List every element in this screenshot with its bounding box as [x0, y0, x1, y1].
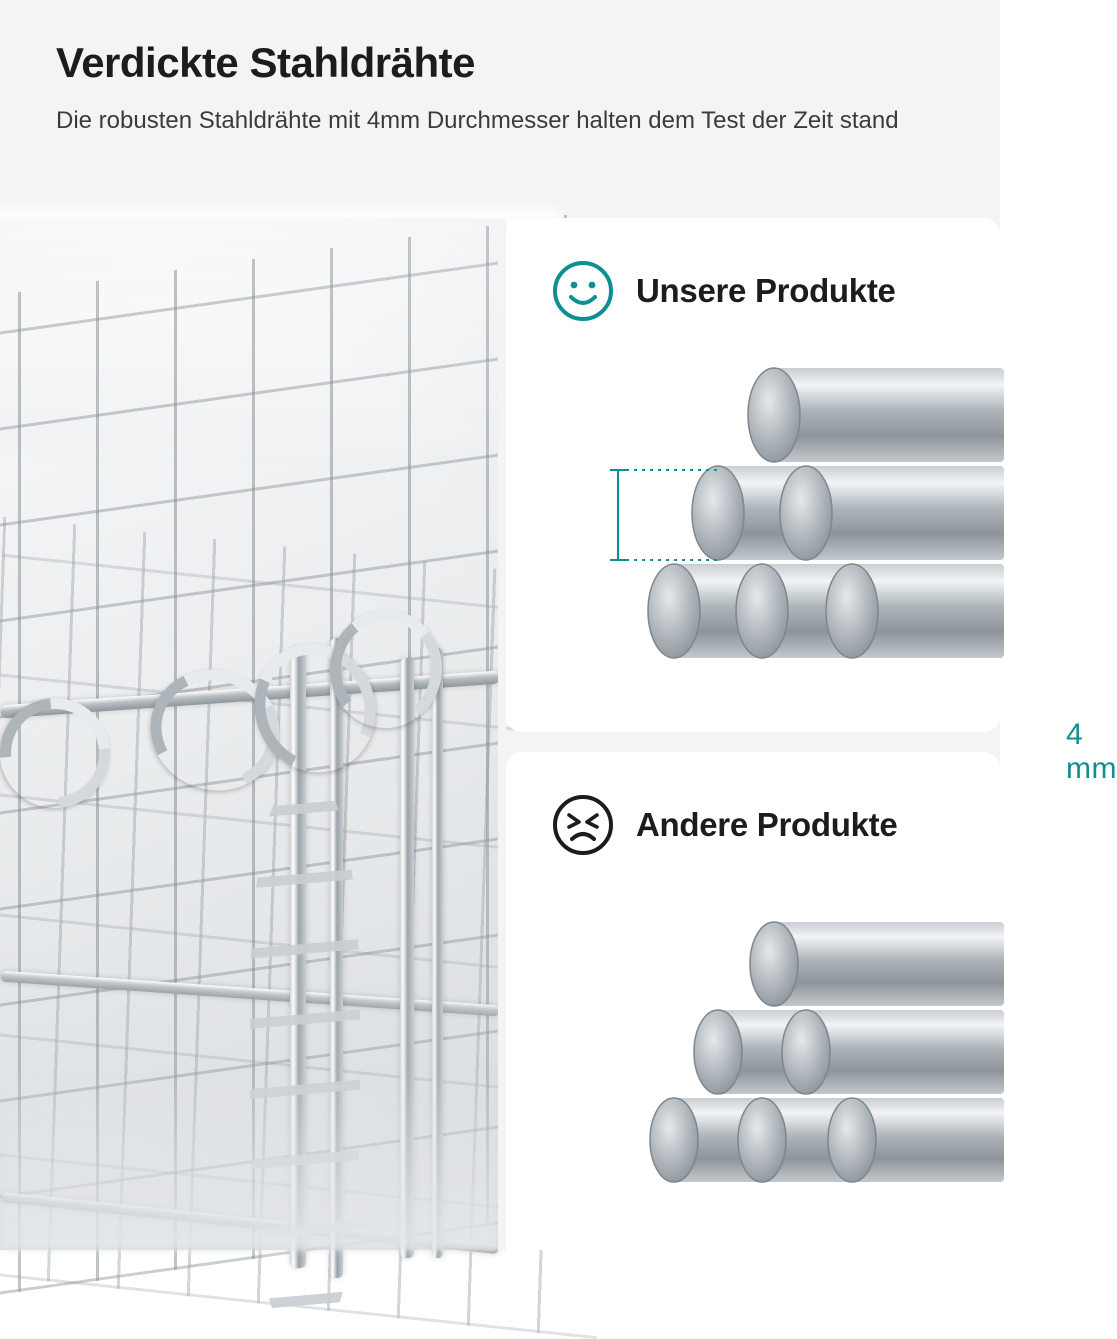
smiley-sad-icon	[552, 794, 614, 856]
card-other-products-title: Andere Produkte	[636, 806, 898, 843]
card-our-products-title: Unsere Produkte	[636, 272, 896, 309]
diameter-label: 4 mm	[1066, 718, 1117, 785]
photo-blur-bottom	[0, 1070, 498, 1250]
column-divider	[498, 218, 506, 1250]
smiley-happy-icon	[552, 260, 614, 322]
card-other-products	[506, 752, 1000, 1250]
card-gap	[506, 732, 1000, 752]
page-title: Verdickte Stahldrähte	[56, 39, 475, 86]
product-photo	[0, 218, 498, 1250]
card-other-products-header	[506, 752, 1000, 856]
page-subtitle: Die robusten Stahldrähte mit 4mm Durchmesser halten dem Test der Zeit stand	[56, 107, 899, 135]
card-our-products-header	[506, 218, 1000, 322]
header	[0, 0, 1000, 218]
card-our-products	[506, 218, 1117, 785]
